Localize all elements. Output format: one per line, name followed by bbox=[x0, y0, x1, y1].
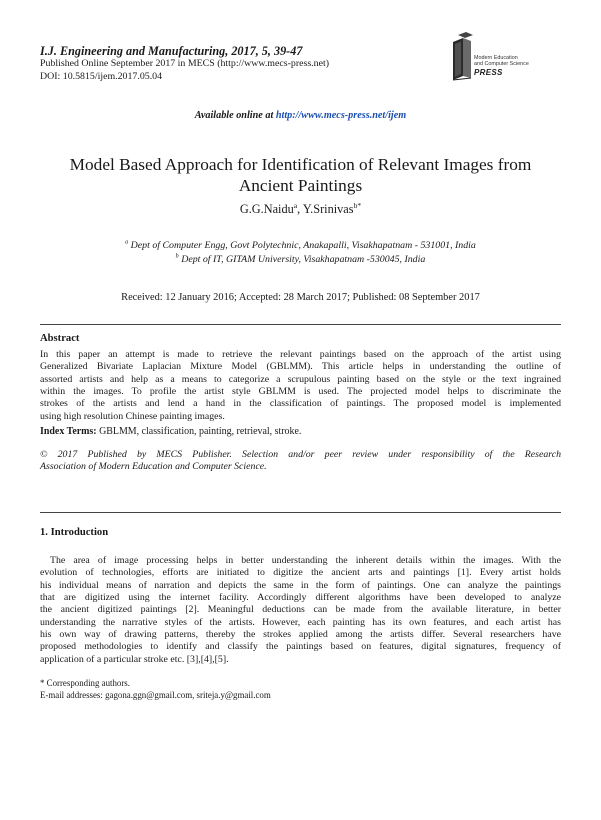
logo-text-press: PRESS bbox=[474, 68, 503, 77]
authors bbox=[0, 202, 601, 217]
article-dates: Received: 12 January 2016; Accepted: 28 March 2017; Published: 08 September 2017 bbox=[121, 292, 480, 303]
introduction-line: the ancient digitized paintings [2]. Meaningful deductions can be made from the available literature, in better bbox=[40, 604, 561, 616]
copyright-line: © 2017 Published by MECS Publisher. Selection and/or peer review under responsibility of the Research bbox=[40, 449, 561, 460]
published-line: Published Online September 2017 in MECS (http://www.mecs-press.net) bbox=[40, 58, 329, 69]
copyright-notice bbox=[40, 449, 561, 474]
publisher-logo bbox=[451, 30, 563, 86]
available-online-prefix: Available online at bbox=[194, 110, 274, 121]
author-2-affiliation-mark: b* bbox=[353, 200, 362, 210]
index-terms-label: Index Terms: bbox=[40, 426, 97, 437]
affiliation-b bbox=[0, 254, 601, 265]
available-online bbox=[0, 110, 601, 121]
introduction-line: his own way of drawing patterns, thereby the strokes applied among the artists differ. Several researchers have bbox=[40, 629, 561, 641]
footnotes bbox=[40, 678, 271, 701]
paper-title-line2: Ancient Paintings bbox=[238, 176, 363, 195]
journal-url-link[interactable]: http://www.mecs-press.net/ijem bbox=[275, 110, 407, 121]
abstract-line: strokes of the artists and lend a hand in the classification of paintings. The proposed model is implemented bbox=[40, 398, 561, 410]
introduction-line: evolution of technologies, efforts are initiated to digitize the ancient arts and paintings [1]. Every artist holds bbox=[40, 567, 561, 579]
introduction-line: proposed methodologies to identify and classify the paintings based on features, digital signatures, frequency of bbox=[40, 641, 561, 653]
introduction-heading: 1. Introduction bbox=[40, 527, 109, 538]
affiliation-b-mark: b bbox=[175, 253, 179, 260]
divider-bottom bbox=[40, 512, 561, 513]
author-1: G.G.Naidu bbox=[239, 202, 294, 216]
affiliation-a bbox=[0, 240, 601, 251]
journal-title: I.J. Engineering and Manufacturing, 2017, 5, 39-47 bbox=[40, 44, 303, 58]
author-2: Y.Srinivas bbox=[302, 202, 354, 216]
email-addresses: E-mail addresses: gagona.ggn@gmail.com, sriteja.y@gmail.com bbox=[40, 689, 271, 700]
introduction-text bbox=[40, 555, 561, 666]
introduction-line: understanding the narrative styles of the artists. However, each painting has its own features, and each artist has bbox=[40, 616, 561, 628]
logo-text-line1: Modern Education bbox=[474, 55, 518, 61]
doi-line: DOI: 10.5815/ijem.2017.05.04 bbox=[40, 71, 163, 82]
paper-title bbox=[40, 154, 561, 196]
introduction-line: application of a particular stroke etc. [3],[4],[5]. bbox=[40, 653, 229, 665]
author-1-affiliation-mark: a bbox=[293, 200, 298, 210]
divider-top bbox=[40, 324, 561, 325]
corresponding-author-note: * Corresponding authors. bbox=[40, 678, 130, 688]
abstract-line: Generalized Bivariate Laplacian Mixture Model (GBLMM). This article helps in understanding the outline of bbox=[40, 361, 561, 373]
introduction-line: that are digitized using the internet facility. Accordingly different algorithms have been developed to analyze bbox=[40, 592, 561, 604]
abstract-line: assorted artists and help as a means to categorize a scrupulous painting based on the style or the text ingrained bbox=[40, 373, 561, 385]
index-terms bbox=[40, 426, 301, 437]
copyright-line: Association of Modern Education and Computer Science. bbox=[40, 461, 267, 473]
abstract-line: In this paper an attempt is made to retrieve the relevant paintings based on the approach of the artist using bbox=[40, 349, 561, 360]
affiliation-a-mark: a bbox=[125, 239, 129, 246]
introduction-line: his individual means of narration and depicts the same in the form of paintings. One can analyze the paintings bbox=[40, 579, 561, 591]
introduction-line: The area of image processing helps in better understanding the inherent details within the images. With the bbox=[50, 555, 561, 566]
index-terms-text: GBLMM, classification, painting, retrieval, stroke. bbox=[99, 426, 302, 437]
affiliation-b-text: Dept of IT, GITAM University, Visakhapatnam -530045, India bbox=[181, 254, 426, 265]
abstract-text bbox=[40, 349, 561, 423]
affiliation-a-text: Dept of Computer Engg, Govt Polytechnic, Anakapalli, Visakhapatnam - 531001, India bbox=[130, 240, 476, 251]
abstract-line: within the images. To profile the artist style GBLMM is used. The projected model helps to discriminate the bbox=[40, 386, 561, 398]
logo-text-line2: and Computer Science bbox=[474, 61, 529, 67]
abstract-heading: Abstract bbox=[40, 333, 80, 344]
author-separator: , bbox=[297, 202, 303, 216]
paper-title-line1: Model Based Approach for Identification of Relevant Images from bbox=[69, 155, 532, 174]
book-stack-icon bbox=[451, 32, 475, 82]
abstract-line: using high resolution Chinese painting images. bbox=[40, 410, 225, 422]
